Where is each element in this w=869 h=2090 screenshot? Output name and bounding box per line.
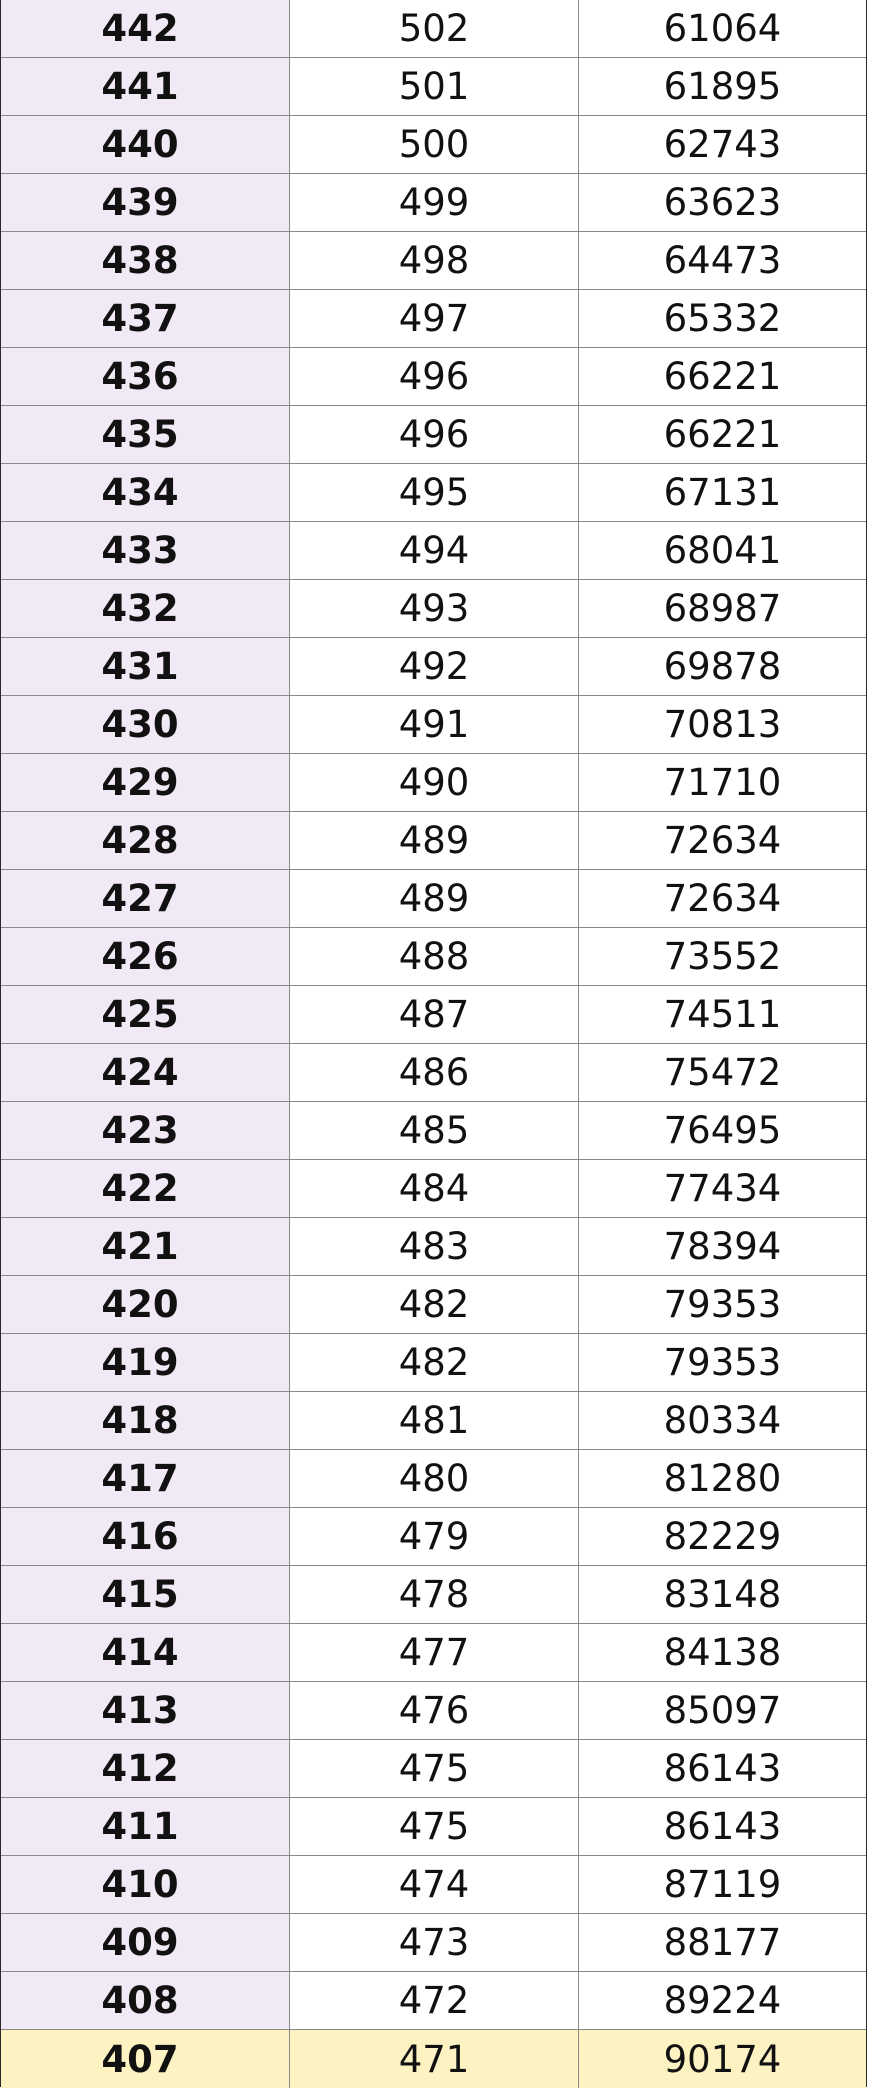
table-cell-col1: 415 [1,1566,290,1623]
table-row [1,1914,866,1972]
table-row [1,290,866,348]
table-cell-col2: 490 [290,754,579,811]
table-row [1,1566,866,1624]
table-cell-col3: 90174 [579,2030,866,2088]
table-cell-col3: 61064 [579,0,866,57]
table-cell-col3: 82229 [579,1508,866,1565]
table-row [1,1682,866,1740]
table-row [1,1276,866,1334]
table-cell-col1: 428 [1,812,290,869]
table-cell-col2: 500 [290,116,579,173]
table-cell-col2: 488 [290,928,579,985]
table-cell-col3: 85097 [579,1682,866,1739]
table-cell-col3: 80334 [579,1392,866,1449]
table-cell-col3: 74511 [579,986,866,1043]
table-row [1,1740,866,1798]
table-row [1,1102,866,1160]
table-cell-col2: 474 [290,1856,579,1913]
table-row-highlighted [1,2030,866,2088]
table-cell-col2: 501 [290,58,579,115]
table-cell-col2: 479 [290,1508,579,1565]
table-cell-col3: 78394 [579,1218,866,1275]
table-cell-col1: 441 [1,58,290,115]
table-row [1,812,866,870]
table-cell-col3: 70813 [579,696,866,753]
table-cell-col2: 482 [290,1276,579,1333]
table-cell-col3: 73552 [579,928,866,985]
table-cell-col2: 497 [290,290,579,347]
table-cell-col2: 475 [290,1740,579,1797]
table-cell-col3: 75472 [579,1044,866,1101]
table-cell-col2: 496 [290,406,579,463]
table-cell-col1: 433 [1,522,290,579]
table-cell-col2: 481 [290,1392,579,1449]
table-cell-col2: 482 [290,1334,579,1391]
table-row [1,580,866,638]
table-cell-col3: 69878 [579,638,866,695]
table-cell-col3: 62743 [579,116,866,173]
table-row [1,116,866,174]
table-cell-col1: 427 [1,870,290,927]
table-cell-col3: 76495 [579,1102,866,1159]
table-row [1,870,866,928]
table-row [1,1044,866,1102]
table-cell-col1: 409 [1,1914,290,1971]
table-cell-col3: 84138 [579,1624,866,1681]
table-row [1,754,866,812]
table-cell-col2: 477 [290,1624,579,1681]
table-cell-col1: 412 [1,1740,290,1797]
table-cell-col3: 86143 [579,1798,866,1855]
table-cell-col1: 414 [1,1624,290,1681]
table-cell-col3: 66221 [579,348,866,405]
table-cell-col3: 63623 [579,174,866,231]
table-cell-col2: 485 [290,1102,579,1159]
table-cell-col1: 430 [1,696,290,753]
table-cell-col2: 475 [290,1798,579,1855]
table-cell-col1: 442 [1,0,290,57]
table-cell-col1: 411 [1,1798,290,1855]
table-cell-col3: 81280 [579,1450,866,1507]
table-cell-col1: 426 [1,928,290,985]
table-row [1,1508,866,1566]
table-cell-col2: 489 [290,870,579,927]
table-cell-col3: 79353 [579,1334,866,1391]
table-cell-col2: 493 [290,580,579,637]
table-cell-col2: 489 [290,812,579,869]
table-cell-col2: 491 [290,696,579,753]
table-cell-col2: 480 [290,1450,579,1507]
table-cell-col2: 495 [290,464,579,521]
table-cell-col2: 499 [290,174,579,231]
table-row [1,1624,866,1682]
table-row [1,696,866,754]
table-cell-col2: 484 [290,1160,579,1217]
table-cell-col1: 439 [1,174,290,231]
table-cell-col1: 437 [1,290,290,347]
table-cell-col2: 492 [290,638,579,695]
table-cell-col1: 418 [1,1392,290,1449]
table-cell-col3: 83148 [579,1566,866,1623]
table-cell-col1: 416 [1,1508,290,1565]
table-cell-col3: 88177 [579,1914,866,1971]
table-cell-col3: 67131 [579,464,866,521]
table-cell-col1: 422 [1,1160,290,1217]
table-row [1,986,866,1044]
table-cell-col3: 68041 [579,522,866,579]
table-cell-col3: 86143 [579,1740,866,1797]
table-cell-col3: 64473 [579,232,866,289]
table-cell-col2: 472 [290,1972,579,2029]
table-cell-col1: 438 [1,232,290,289]
table-cell-col3: 68987 [579,580,866,637]
table-row [1,638,866,696]
table-row [1,1450,866,1508]
table-cell-col1: 407 [1,2030,290,2088]
table-cell-col2: 478 [290,1566,579,1623]
table-row [1,464,866,522]
table-row [1,1856,866,1914]
table-cell-col1: 436 [1,348,290,405]
table-cell-col3: 77434 [579,1160,866,1217]
table-cell-col1: 408 [1,1972,290,2029]
table-cell-col1: 432 [1,580,290,637]
table-cell-col1: 419 [1,1334,290,1391]
table-cell-col3: 89224 [579,1972,866,2029]
table-row [1,1160,866,1218]
table-cell-col3: 79353 [579,1276,866,1333]
table-cell-col1: 410 [1,1856,290,1913]
table-row [1,1972,866,2030]
table-cell-col3: 61895 [579,58,866,115]
table-row [1,1392,866,1450]
table-row [1,174,866,232]
table-row [1,1798,866,1856]
table-row [1,0,866,58]
table-cell-col2: 476 [290,1682,579,1739]
table-row [1,406,866,464]
table-cell-col2: 494 [290,522,579,579]
table-row [1,348,866,406]
table-cell-col1: 429 [1,754,290,811]
table-cell-col2: 496 [290,348,579,405]
table-cell-col2: 486 [290,1044,579,1101]
table-row [1,232,866,290]
table-cell-col1: 424 [1,1044,290,1101]
table-cell-col2: 471 [290,2030,579,2088]
table-cell-col3: 72634 [579,870,866,927]
table-cell-col3: 72634 [579,812,866,869]
table-cell-col3: 87119 [579,1856,866,1913]
table-cell-col1: 421 [1,1218,290,1275]
table-cell-col1: 440 [1,116,290,173]
table-cell-col1: 420 [1,1276,290,1333]
table-cell-col3: 66221 [579,406,866,463]
table-cell-col1: 435 [1,406,290,463]
table-row [1,928,866,986]
table-row [1,1334,866,1392]
table-row [1,522,866,580]
table-cell-col2: 487 [290,986,579,1043]
table-cell-col2: 483 [290,1218,579,1275]
table-cell-col3: 71710 [579,754,866,811]
table-cell-col3: 65332 [579,290,866,347]
table-cell-col1: 431 [1,638,290,695]
table-cell-col1: 434 [1,464,290,521]
table-cell-col2: 498 [290,232,579,289]
table-row [1,58,866,116]
table-cell-col2: 473 [290,1914,579,1971]
table-row [1,1218,866,1276]
table-cell-col1: 425 [1,986,290,1043]
table-cell-col1: 423 [1,1102,290,1159]
table-cell-col1: 417 [1,1450,290,1507]
table-cell-col1: 413 [1,1682,290,1739]
table-cell-col2: 502 [290,0,579,57]
